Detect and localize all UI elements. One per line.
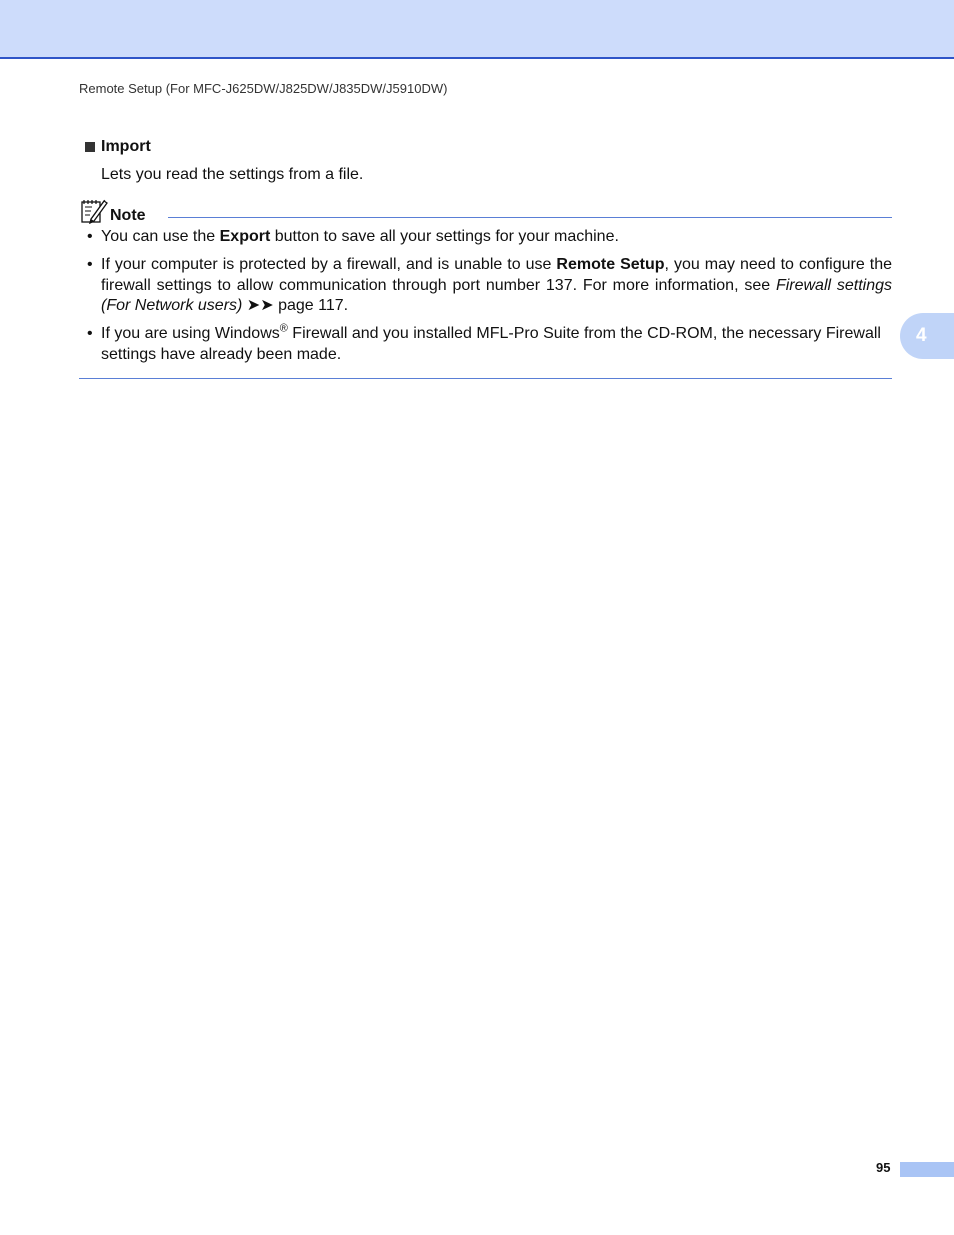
import-heading	[85, 138, 151, 156]
running-header: Remote Setup (For MFC-J625DW/J825DW/J835DW/J5910DW)	[79, 81, 448, 96]
import-heading-label: Import	[101, 138, 151, 155]
chapter-tab	[900, 313, 954, 359]
note-bottom-divider	[79, 378, 892, 379]
chapter-number: 4	[916, 325, 927, 346]
registered-mark: ®	[279, 322, 288, 335]
note-list	[101, 227, 892, 373]
note-pencil-icon	[80, 198, 108, 224]
import-description: Lets you read the settings from a file.	[101, 166, 364, 183]
header-band	[0, 0, 954, 59]
note-item: • You can use the Export button to save all your settings for your machine.	[101, 227, 892, 248]
note-item: • If you are using Windows® Firewall and you installed MFL-Pro Suite from the CD-ROM, the necessary Firewall settings have already been made.	[101, 324, 892, 365]
note-header	[80, 198, 146, 224]
firewall-settings-reference: Firewall settings (For Network users)	[101, 276, 893, 314]
export-button-term: Export	[219, 228, 271, 245]
page-number-bar	[900, 1162, 954, 1177]
square-bullet-icon	[85, 142, 95, 152]
page-reference: page 117.	[278, 297, 349, 314]
note-item: • If your computer is protected by a firewall, and is unable to use Remote Setup, you may need to configure the firewall settings to allow communication through port number 137. For more information, see Firewall settings (For Network users) ➤➤ page 117.	[101, 255, 892, 317]
remote-setup-term: Remote Setup	[556, 256, 665, 273]
note-label: Note	[110, 207, 146, 224]
page-number: 95	[876, 1160, 891, 1175]
double-arrow-icon: ➤➤	[242, 297, 279, 314]
note-top-divider	[168, 217, 892, 218]
